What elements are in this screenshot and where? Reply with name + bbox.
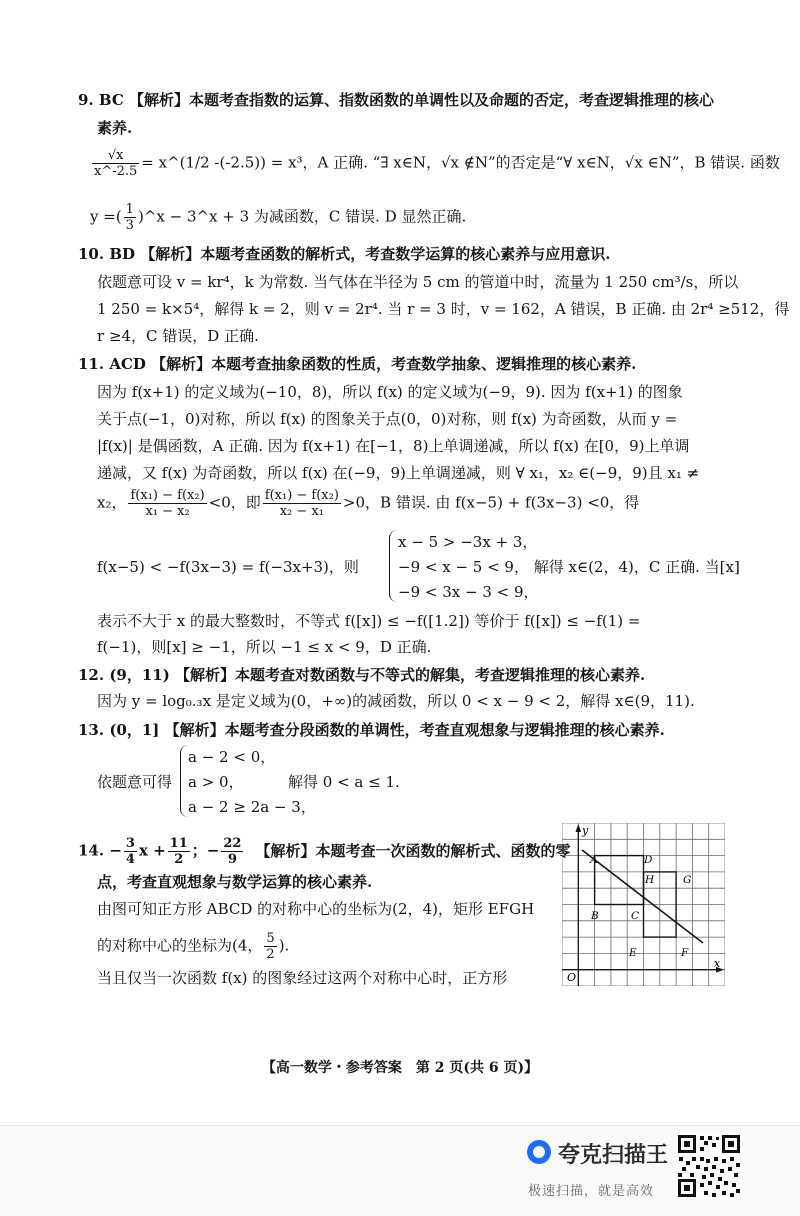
- q14-line3: 由图可知正方形 ABCD 的对称中心的坐标为(2，4)，矩形 EFGH: [97, 900, 535, 918]
- linear-function-line: [582, 850, 703, 943]
- q13-heading: 13. (0，1] 【解析】本题考查分段函数的单调性，考查直观想象与逻辑推理的核心素养.: [78, 721, 665, 739]
- q10-line3: r ≥4，C 错误，D 正确.: [97, 327, 259, 345]
- q14-heading: 14. − $\frac{3}{4}$ x + $\frac{11}{2}$ ；− $\frac{22}{9}$ 【解析】本题考查一次函数的解析式、函数的零: [78, 836, 571, 867]
- q11-line4: 递减，又 f(x) 为奇函数，所以 f(x) 在(−9，9)上单调递减，则 ∀ x₁，x₂ ∈(−9，9)且 x₁ ≠: [97, 464, 700, 482]
- q14-fraction-3: $\frac{22}{9}$: [223, 836, 242, 867]
- q14-line5: 当且仅当一次函数 f(x) 的图象经过这两个对称中心时，正方形: [97, 969, 508, 987]
- q11-system-row1: x − 5 > −3x + 3，: [398, 533, 538, 551]
- q11-line1: 因为 f(x+1) 的定义域为(−10，8)，所以 f(x) 的定义域为(−9，9). 因为 f(x+1) 的图象: [97, 383, 683, 401]
- q9-line1: $\frac{√x}{x\^{}-2.5}$ = x^(1/2 -(-2.5)) = x³，A 正确. “∃ x∈N，√x ∉N”的否定是“∀ x∈N，√x ∈N”，B 错误. 函数: [94, 148, 780, 179]
- q13-system-row1: a − 2 < 0，: [188, 748, 276, 766]
- q14-fraction-1: $\frac{3}{4}$: [125, 836, 135, 867]
- q12-heading: 12. (9，11) 【解析】本题考查对数函数与不等式的解集，考查逻辑推理的核心素养.: [78, 666, 646, 684]
- label-e: E: [629, 947, 637, 959]
- label-g: G: [683, 874, 692, 886]
- label-f: F: [681, 947, 689, 959]
- q11-line2: 关于点(−1，0)对称，所以 f(x) 的图象关于点(0，0)对称，则 f(x) 为奇函数，从而 y =: [97, 410, 678, 428]
- q10-line1: 依题意可设 v = kr⁴，k 为常数. 当气体在半径为 5 cm 的管道中时，流量为 1 250 cm³/s，所以: [97, 273, 739, 291]
- q13-lead: 依题意可得: [97, 773, 173, 791]
- label-c: C: [631, 910, 640, 922]
- q14-coordinate-graph: [562, 823, 725, 986]
- q11-line7: 表示不大于 x 的最大整数时，不等式 f([x]) ≤ −f([1.2]) 等价于 f([x]) ≤ −f(1) =: [97, 612, 641, 630]
- q10-line2: 1 250 = k×5⁴，解得 k = 2，则 v = 2r⁴. 当 r = 3 时，v = 162，A 错误，B 正确. 由 2r⁴ ≥512，得: [97, 300, 790, 318]
- label-a: A: [590, 854, 598, 866]
- scanner-slogan: 极速扫描，就是高效: [528, 1184, 655, 1199]
- q9-heading: 9. BC 【解析】本题考查指数的运算、指数函数的单调性以及命题的否定，考查逻辑推理的核心: [78, 91, 715, 109]
- q14-line4: 的对称中心的坐标为(4， $\frac{5}{2}$ ).: [97, 931, 290, 962]
- q9-third-fraction: $\frac{1}{3}$: [125, 202, 134, 233]
- q13-system-row2: a > 0，: [188, 773, 244, 791]
- q10-heading: 10. BD 【解析】本题考查函数的解析式，考查数学运算的核心素养与应用意识.: [78, 245, 611, 263]
- q13-system-row3: a − 2 ≥ 2a − 3，: [188, 798, 316, 816]
- q11-line3: |f(x)| 是偶函数，A 正确. 因为 f(x+1) 在[−1，8)上单调递减，所以 f(x) 在[0，9)上单调: [97, 437, 690, 455]
- label-x: x: [714, 957, 721, 970]
- q11-system-row2: −9 < x − 5 < 9， 解得 x∈(2，4)，C 正确. 当[x]: [398, 558, 740, 576]
- q14-fraction-2: $\frac{11}{2}$: [169, 836, 188, 867]
- q11-fraction-1: $\frac{\text{f(x₁) − f(x₂)}}{\text{x₁ − x₂}}$: [130, 488, 205, 519]
- label-b: B: [591, 910, 599, 922]
- q11-fraction-2: $\frac{\text{f(x₁) − f(x₂)}}{\text{x₂ − x₁}}$: [264, 488, 339, 519]
- label-origin: O: [567, 971, 577, 984]
- q11-line6: f(x−5) < −f(3x−3) = f(−3x+3)，则: [97, 558, 359, 576]
- qr-code-icon: [676, 1133, 742, 1199]
- q11-system-row3: −9 < 3x − 3 < 9，: [398, 583, 539, 601]
- scanner-brand: 夸克扫描王: [558, 1143, 669, 1168]
- q13-solution: 解得 0 < a ≤ 1.: [288, 773, 400, 791]
- label-h: H: [645, 874, 655, 886]
- label-d: D: [644, 854, 653, 866]
- q12-line1: 因为 y = log₀.₃x 是定义域为(0，+∞)的减函数，所以 0 < x − 9 < 2，解得 x∈(9，11).: [97, 692, 695, 710]
- q9-heading-cont: 素养.: [97, 119, 133, 137]
- scanner-logo-icon: [527, 1140, 551, 1164]
- q11-line5: x₂， $\frac{\text{f(x₁) − f(x₂)}}{\text{x₁ − x₂}}$ <0，即 $\frac{\text{f(x₁) − f(x₂)}}{\text{x₂ − x₁}}$ >0，B 错误. 由 f(x−5) + f(3x−3) <0，得: [97, 488, 640, 519]
- q9-fraction: $\frac{√x}{x\^{}-2.5}$: [94, 148, 138, 179]
- page-footer: 【高一数学・参考答案 第 2 页(共 6 页)】: [261, 1060, 539, 1076]
- y-axis-arrow: [576, 824, 582, 832]
- q9-line2: y =( $\frac{1}{3}$ )^x − 3^x + 3 为减函数，C 错误. D 显然正确.: [90, 202, 467, 233]
- q11-heading: 11. ACD 【解析】本题考查抽象函数的性质，考查数学抽象、逻辑推理的核心素养.: [78, 355, 637, 373]
- q11-system-brace: [389, 530, 398, 602]
- q11-line8: f(−1)，则[x] ≥ −1，所以 −1 ≤ x < 9，D 正确.: [97, 638, 432, 656]
- q14-line2: 点，考查直观想象与数学运算的核心素养.: [97, 873, 373, 891]
- square-abcd: [595, 856, 644, 905]
- label-y: y: [582, 824, 589, 837]
- q14-fraction-4: $\frac{5}{2}$: [266, 931, 275, 962]
